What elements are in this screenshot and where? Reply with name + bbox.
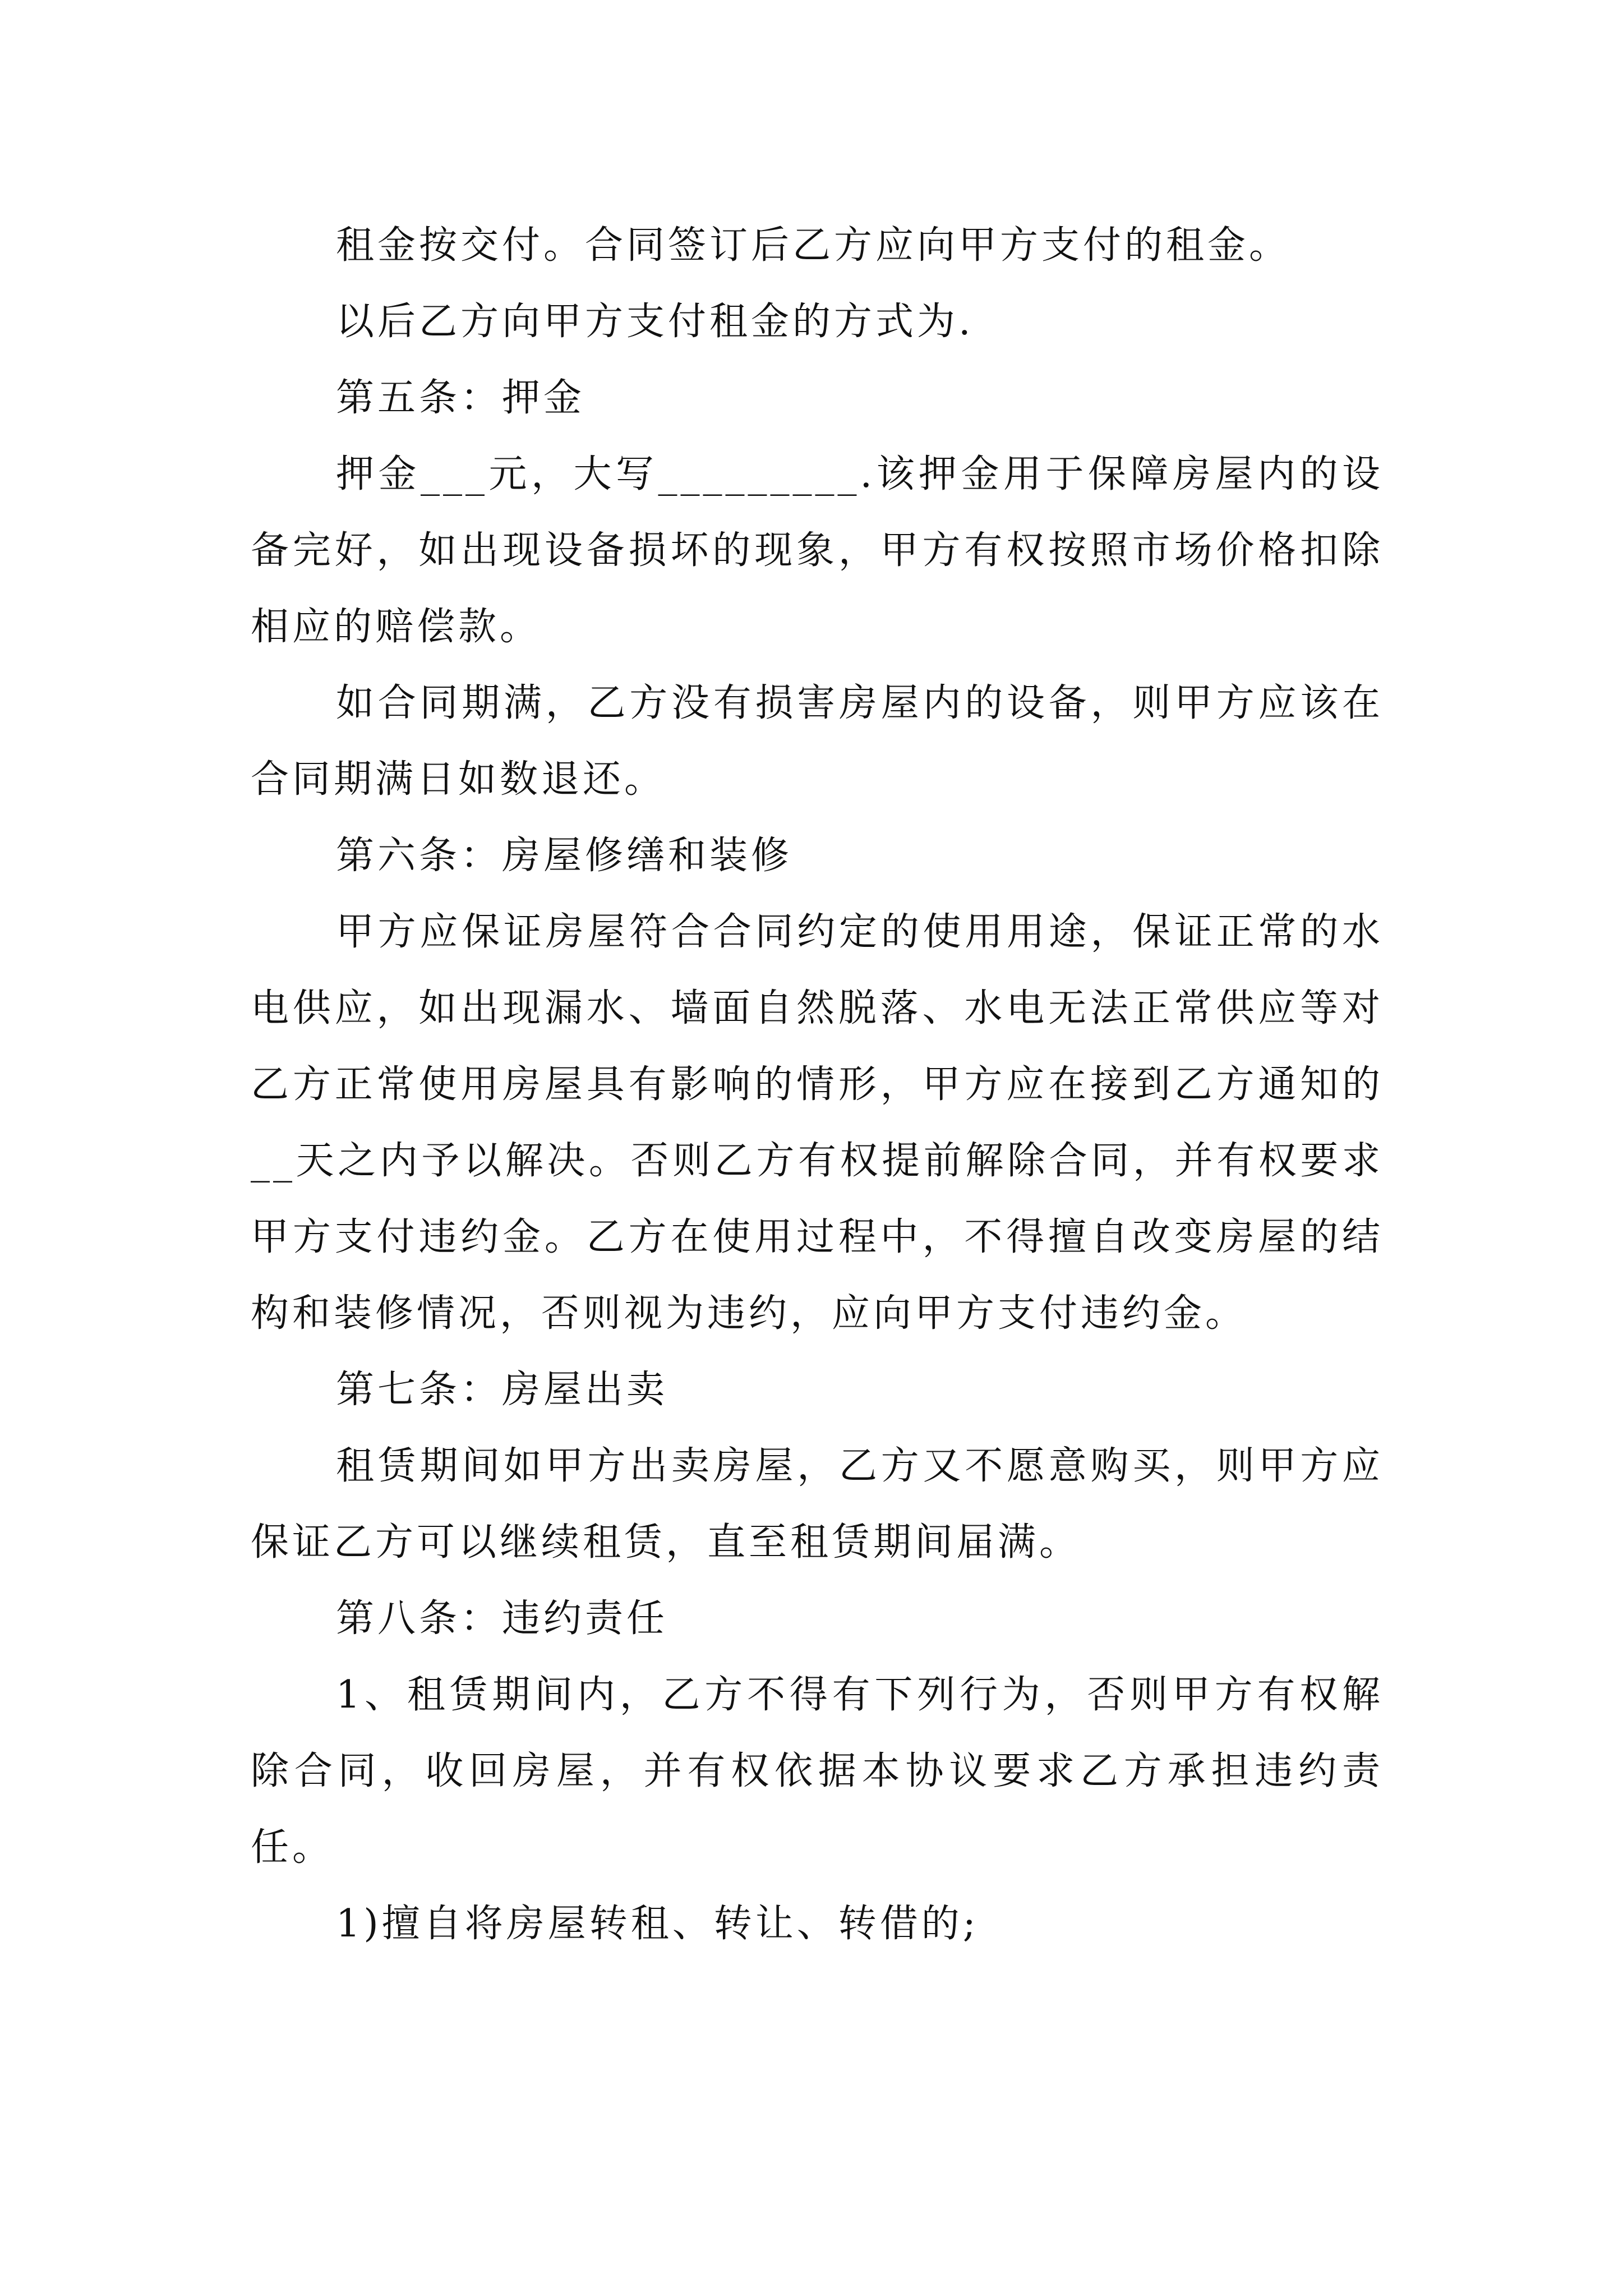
paragraph-house-sale: 租赁期间如甲方出卖房屋，乙方又不愿意购买，则甲方应保证乙方可以继续租赁，直至租赁期间届满。 (251, 1444, 1384, 1565)
paragraph-repairs: 甲方应保证房屋符合合同约定的使用用途，保证正常的水电供应，如出现漏水、墙面自然脱落、水电无法正常供应等对乙方正常使用房屋具有影响的情形，甲方应在接到乙方通知的__天之内予以解决。否则乙方有权提前解除合同，并有权要求甲方支付违约金。乙方在使用过程中，不得擅自改变房屋的结构和装修情况，否则视为违约，应向甲方支付违约金。 (251, 910, 1384, 1336)
paragraph-breach-1: 1、租赁期间内，乙方不得有下列行为，否则甲方有权解除合同，收回房屋，并有权依据本协议要求乙方承担违约责任。 (251, 1673, 1384, 1870)
heading-article-6: 第六条：房屋修缮和装修 (336, 834, 793, 878)
paragraph-payment-method: 以后乙方向甲方支付租金的方式为. (336, 300, 974, 344)
heading-article-5: 第五条：押金 (336, 376, 585, 420)
paragraph-breach-1-1: 1)擅自将房屋转租、转让、转借的; (336, 1902, 979, 1946)
paragraph-rent-payment: 租金按交付。合同签订后乙方应向甲方支付的租金。 (336, 223, 1291, 268)
paragraph-deposit: 押金___元，大写_________.该押金用于保障房屋内的设备完好，如出现设备损坏的现象，甲方有权按照市场价格扣除相应的赔偿款。 (251, 452, 1384, 649)
heading-article-8: 第八条：违约责任 (336, 1596, 668, 1641)
paragraph-deposit-refund: 如合同期满，乙方没有损害房屋内的设备，则甲方应该在合同期满日如数退还。 (251, 681, 1384, 802)
heading-article-7: 第七条：房屋出卖 (336, 1368, 668, 1412)
document-body (251, 208, 1384, 1962)
